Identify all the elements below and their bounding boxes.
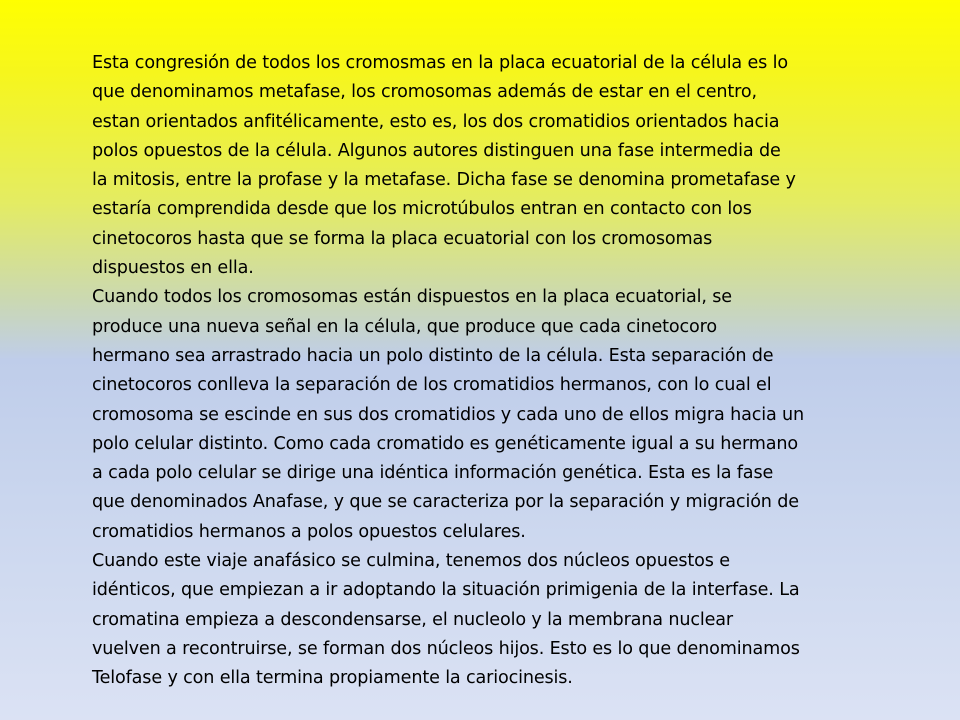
slide-text-box — [92, 49, 892, 694]
text-line: que denominamos metafase, los cromosomas además de estar en el centro, — [92, 82, 757, 103]
text-line: cromatidios hermanos a polos opuestos celulares. — [92, 521, 526, 542]
text-line: polo celular distinto. Como cada cromatido es genéticamente igual a su hermano — [92, 433, 798, 454]
text-line: Esta congresión de todos los cromosmas en la placa ecuatorial de la célula es lo — [92, 53, 788, 73]
text-line: cromatina empieza a descondensarse, el nucleolo y la membrana nuclear — [92, 609, 734, 630]
paragraph-metafase — [92, 49, 892, 283]
text-line: dispuestos en ella. — [92, 258, 254, 279]
text-line: a cada polo celular se dirige una idéntica información genética. Esta es la fase — [92, 463, 774, 484]
text-line: Telofase y con ella termina propiamente la cariocinesis. — [92, 668, 573, 689]
text-line: Cuando este viaje anafásico se culmina, tenemos dos núcleos opuestos e — [92, 551, 730, 572]
text-line: la mitosis, entre la profase y la metafase. Dicha fase se denomina prometafase y — [92, 170, 796, 191]
text-line: polos opuestos de la célula. Algunos autores distinguen una fase intermedia de — [92, 140, 781, 161]
text-line: hermano sea arrastrado hacia un polo distinto de la célula. Esta separación de — [92, 345, 774, 366]
paragraph-anafase — [92, 283, 892, 547]
text-line: que denominados Anafase, y que se caracteriza por la separación y migración de — [92, 492, 799, 513]
text-line: cinetocoros conlleva la separación de los cromatidios hermanos, con lo cual el — [92, 375, 772, 396]
text-line: cinetocoros hasta que se forma la placa ecuatorial con los cromosomas — [92, 228, 713, 249]
text-line: estan orientados anfitélicamente, esto es, los dos cromatidios orientados hacia — [92, 111, 780, 132]
text-line: cromosoma se escinde en sus dos cromatidios y cada uno de ellos migra hacia un — [92, 404, 805, 425]
paragraph-telofase — [92, 547, 892, 693]
text-line: estaría comprendida desde que los microtúbulos entran en contacto con los — [92, 199, 752, 220]
text-line: idénticos, que empiezan a ir adoptando la situación primigenia de la interfase. La — [92, 580, 800, 601]
text-line: vuelven a recontruirse, se forman dos núcleos hijos. Esto es lo que denominamos — [92, 638, 800, 659]
text-line: produce una nueva señal en la célula, que produce que cada cinetocoro — [92, 316, 717, 337]
text-line: Cuando todos los cromosomas están dispuestos en la placa ecuatorial, se — [92, 287, 732, 308]
